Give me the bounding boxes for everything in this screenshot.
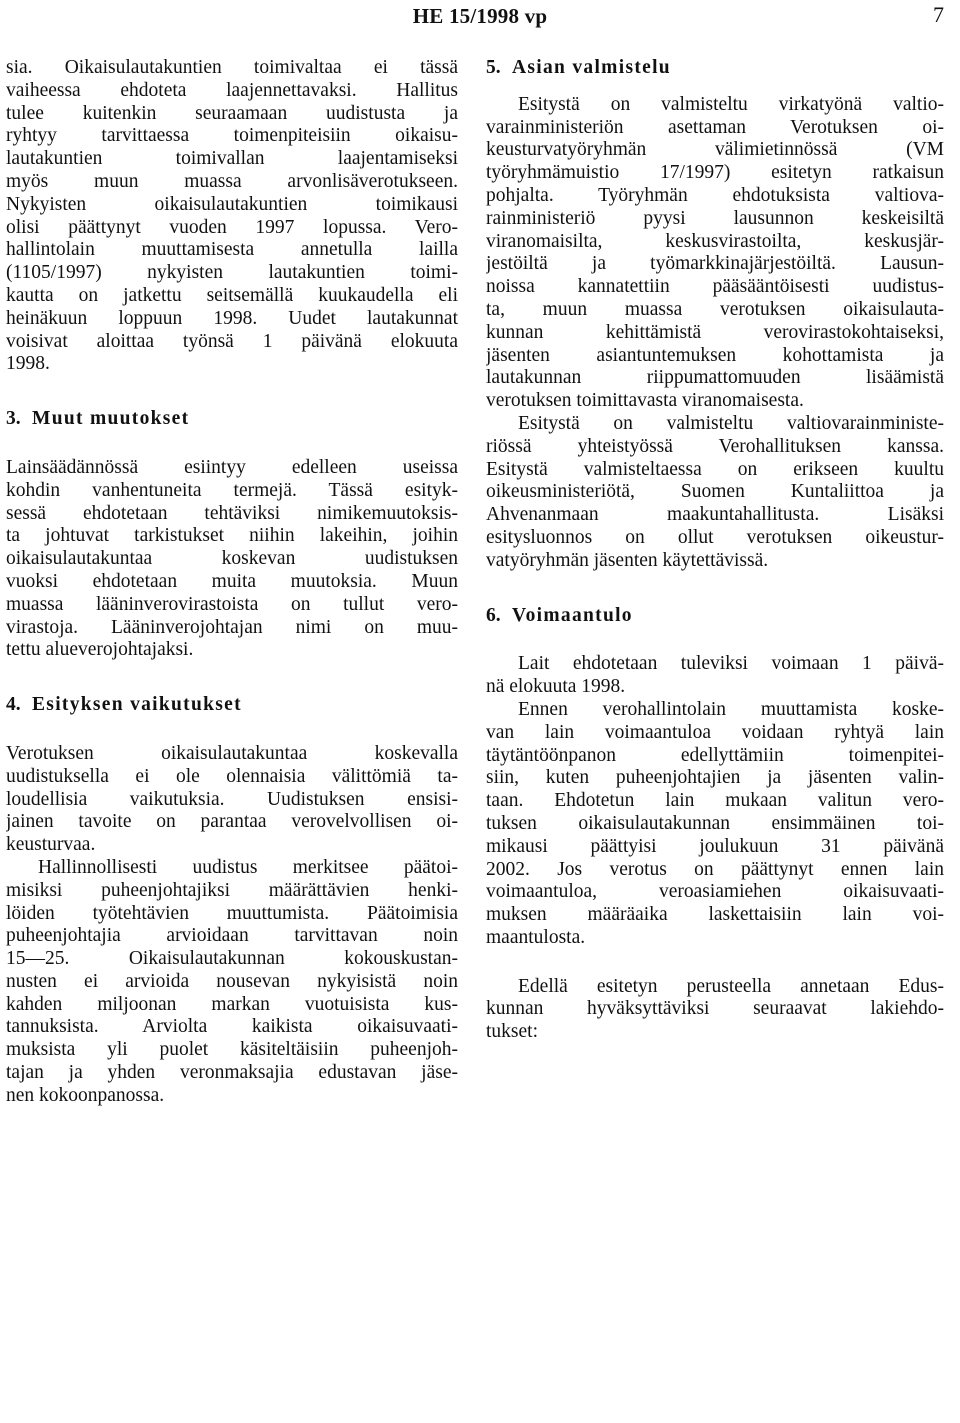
section-title: Muut muutokset xyxy=(32,408,190,430)
paragraph xyxy=(486,413,944,573)
text-line: nä elokuuta 1998. xyxy=(486,676,626,698)
text-line: kahden miljoonan markan vuotuisista kus- xyxy=(6,993,458,1015)
text-line: voimaantuloa, veroasiamiehen oikaisuvaati- xyxy=(486,881,944,903)
section-heading-5 xyxy=(486,57,944,80)
text-line: misiksi puheenjohtajiksi määrättävien henki- xyxy=(6,879,458,901)
text-line: taan. Ehdotetun lain mukaan valitun vero- xyxy=(486,790,944,812)
text-line: rainministeriö pyysi lausunnon keskeisiltä xyxy=(486,207,944,229)
text-line: pohjalta. Työryhmän ehdotuksista valtiova- xyxy=(486,184,944,206)
right-column xyxy=(486,57,944,1044)
text-line: voisivat aloittaa työnsä 1 päivänä elokuuta xyxy=(6,330,458,352)
text-line: Esitystä on valmisteltu valtiovarainministe- xyxy=(518,412,944,434)
text-line: varainministeriön asettaman Verotuksen oi- xyxy=(486,116,944,138)
text-line: myös muun muassa arvonlisäverotukseen. xyxy=(6,170,458,192)
section-title: Esityksen vaikutukset xyxy=(32,694,242,716)
text-line: ta, muun muassa verotuksen oikaisulauta- xyxy=(486,298,944,320)
text-line: jainen tavoite on parantaa verovelvollisen oi- xyxy=(6,811,458,833)
section-title: Voimaantulo xyxy=(512,604,633,626)
text-line: työryhmämuistio 17/1997) esitetyn ratkaisun xyxy=(486,162,944,184)
text-line: hallintolain muuttamisesta annetulla lailla xyxy=(6,239,458,261)
text-line: kohdin vanhentuneita termejä. Tässä esityk- xyxy=(6,479,458,501)
text-line: siin, kuten puheenjohtajien ja jäsenten valin- xyxy=(486,767,944,789)
left-column xyxy=(6,57,458,1108)
text-line: kautta on jatkettu seitsemällä kuukaudella eli xyxy=(6,284,458,306)
text-line: vaiheessa ehdoteta laajennettavaksi. Hallitus xyxy=(6,79,458,101)
paragraph xyxy=(6,457,458,662)
section-number: 4. xyxy=(6,694,21,716)
text-line: jestöiltä ja työmarkkinajärjestöiltä. Lausun- xyxy=(486,253,944,275)
text-line: tukset: xyxy=(486,1021,538,1043)
text-line: olisi päättynyt vuoden 1997 lopussa. Vero- xyxy=(6,216,458,238)
text-line: Esitystä valmisteltaessa on erikseen kuultu xyxy=(486,458,944,480)
text-line: oikaisulautakuntaa koskevan uudistuksen xyxy=(6,548,458,570)
text-line: noissa kannatettiin pääsääntöisesti uudistus- xyxy=(486,276,944,298)
text-line: maantulosta. xyxy=(486,926,586,948)
text-line: van lain voimaantuloa voidaan ryhtyä lain xyxy=(486,721,944,743)
text-line: 2002. Jos verotus on päättynyt ennen lain xyxy=(486,858,944,880)
paragraph xyxy=(486,976,944,1044)
text-line: keusturvatyöryhmän välimietinnössä (VM xyxy=(486,139,944,161)
text-line: verotuksen toimittavasta viranomaisesta. xyxy=(486,390,804,412)
text-line: puheenjohtajia arvioidaan tarvittavan noin xyxy=(6,925,458,947)
text-line: Ahvenanmaan maakuntahallitusta. Lisäksi xyxy=(486,504,944,526)
paragraph xyxy=(6,57,458,376)
text-line: lautakuntien toimivallan laajentamiseksi xyxy=(6,148,458,170)
text-line: esitysluonnos on ollut verotuksen oikeustur- xyxy=(486,526,944,548)
text-line: 1998. xyxy=(6,353,50,375)
text-line: nusten ei arvioida nousevan nykyisistä noin xyxy=(6,970,458,992)
text-line: keusturvaa. xyxy=(6,834,96,856)
text-line: Esitystä on valmisteltu virkatyönä valtio- xyxy=(518,93,944,115)
text-line: löiden työtehtävien muuttumista. Päätoimisia xyxy=(6,902,458,924)
text-line: uudistuksella ei ole olennaisia välittömiä ta- xyxy=(6,765,458,787)
paragraph xyxy=(6,857,458,1108)
section-number: 5. xyxy=(486,57,501,78)
section-heading-6 xyxy=(486,605,944,628)
section-number: 6. xyxy=(486,604,501,626)
text-line: muksista yli puolet käsiteltäisiin puheenjoh- xyxy=(6,1039,458,1061)
running-header: HE 15/1998 vp xyxy=(412,4,548,28)
section-number: 3. xyxy=(6,408,21,430)
text-line: tuksen oikaisulautakunnan ensimmäinen toi- xyxy=(486,812,944,834)
text-line: sia. Oikaisulautakuntien toimivaltaa ei tässä xyxy=(6,57,458,78)
section-title: Asian valmistelu xyxy=(512,57,671,78)
text-line: muksen määräaika laskettaisiin lain voi- xyxy=(486,904,944,926)
text-line: Ennen verohallintolain muuttamista koske- xyxy=(518,698,944,720)
text-line: tannuksista. Arviolta kaikista oikaisuvaati- xyxy=(6,1016,458,1038)
text-line: ta johtuvat tarkistukset niihin lakeihin, joihin xyxy=(6,525,458,547)
page-number: 7 xyxy=(933,2,944,27)
text-line: lautakunnan riippumattomuuden lisäämistä xyxy=(486,367,944,389)
paragraph xyxy=(486,94,944,413)
text-line: vuoksi ehdotetaan muita muutoksia. Muun xyxy=(6,570,458,592)
text-line: heinäkuun loppuun 1998. Uudet lautakunnat xyxy=(6,307,458,329)
text-line: Lainsäädännössä esiintyy edelleen useissa xyxy=(6,456,458,478)
text-line: jäsenten asiantuntemuksen kohottamista ja xyxy=(486,344,944,366)
text-line: virastoja. Lääninverojohtajan nimi on muu- xyxy=(6,616,458,638)
paragraph xyxy=(486,653,944,699)
section-heading-3 xyxy=(6,408,458,431)
text-line: ryhtyy tarvittaessa toimenpiteisiin oikaisu- xyxy=(6,125,458,147)
text-line: Nykyisten oikaisulautakuntien toimikausi xyxy=(6,193,458,215)
text-line: sessä ehdotetaan tehtäviksi nimikemuutoksis- xyxy=(6,502,458,524)
text-line: (1105/1997) nykyisten lautakuntien toimi- xyxy=(6,262,458,284)
text-line: täytäntöönpanon edellyttämiin toimenpitei- xyxy=(486,744,944,766)
text-line: Verotuksen oikaisulautakuntaa koskevalla xyxy=(6,742,458,764)
paragraph xyxy=(486,699,944,950)
text-line: kunnan kehittämistä verovirastokohtaiseksi, xyxy=(486,321,944,343)
text-line: vatyöryhmän jäsenten käytettävissä. xyxy=(486,549,769,571)
text-line: oikeusministeriötä, Suomen Kuntaliittoa ja xyxy=(486,481,944,503)
text-line: 15—25. Oikaisulautakunnan kokouskustan- xyxy=(6,948,458,970)
text-line: nen kokoonpanossa. xyxy=(6,1084,165,1106)
section-heading-4 xyxy=(6,694,458,717)
text-line: tulee kuitenkin seuraamaan uudistusta ja xyxy=(6,102,458,124)
text-line: riössä yhteistyössä Verohallituksen kanssa. xyxy=(486,435,944,457)
paragraph xyxy=(6,743,458,857)
text-line: Lait ehdotetaan tuleviksi voimaan 1 päivä- xyxy=(518,653,944,675)
text-line: Hallinnollisesti uudistus merkitsee päätoi- xyxy=(38,856,458,878)
text-line: kunnan hyväksyttäviksi seuraavat lakiehdo- xyxy=(486,998,944,1020)
text-line: tajan ja yhden veronmaksajia edustavan jäse- xyxy=(6,1062,458,1084)
text-line: viranomaisilta, keskusvirastoilta, keskusjär- xyxy=(486,230,944,252)
text-line: muassa lääninverovirastoista on tullut vero- xyxy=(6,593,458,615)
text-line: Edellä esitetyn perusteella annetaan Edus- xyxy=(518,975,944,997)
text-line: tettu alueverojohtajaksi. xyxy=(6,639,194,661)
text-line: mikausi päättyisi joulukuun 31 päivänä xyxy=(486,835,944,857)
text-line: loudellisia vaikutuksia. Uudistuksen ensisi- xyxy=(6,788,458,810)
